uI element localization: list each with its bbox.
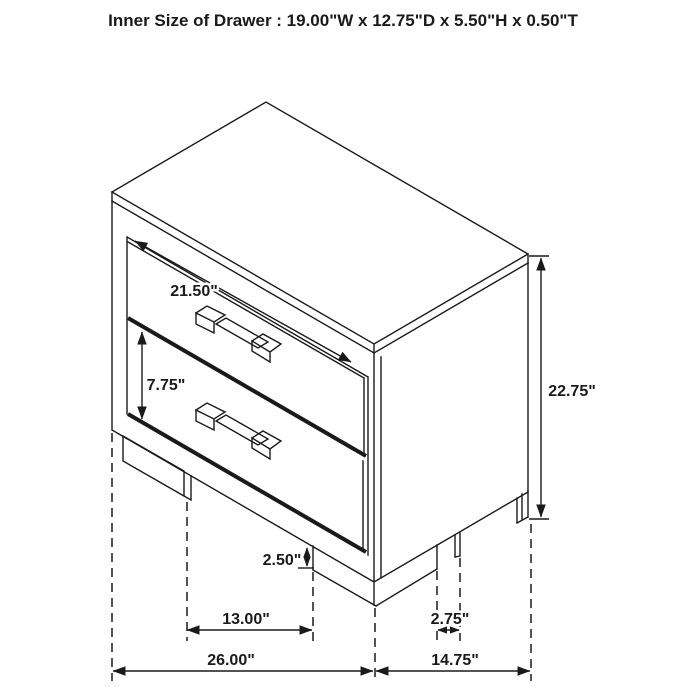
dim-label-foot-height: 2.50"	[262, 552, 302, 569]
nightstand-outline	[112, 102, 528, 606]
drawer-1-handle	[196, 306, 281, 362]
drawing-title: Inner Size of Drawer : 19.00"W x 12.75"D x 5.50"H x 0.50"T	[108, 11, 578, 30]
dim-label-side-foot-width: 2.75"	[430, 611, 470, 628]
dim-ticks-overall-height	[529, 256, 549, 519]
dim-label-front-feet-gap: 13.00"	[222, 611, 270, 628]
dim-overall-height	[529, 256, 596, 519]
top-face	[112, 102, 528, 344]
dim-label-drawer-inner-width: 21.50"	[170, 283, 218, 300]
dim-overall-width	[113, 652, 373, 671]
dim-label-overall-height: 22.75"	[548, 383, 596, 400]
base-feet	[123, 436, 528, 606]
handle-bar	[196, 306, 281, 362]
dim-foot-height	[263, 548, 314, 569]
dim-label-overall-width: 26.00"	[207, 652, 255, 669]
dim-side-foot-width	[431, 611, 470, 630]
extension-lines	[112, 433, 531, 681]
dim-front-feet-gap	[187, 611, 312, 630]
handle-bar	[196, 403, 281, 459]
dim-drawer-front-height	[142, 332, 185, 419]
dim-overall-depth	[376, 652, 530, 671]
dim-label-overall-depth: 14.75"	[431, 652, 479, 669]
drawer-2-handle	[196, 403, 281, 459]
dim-label-drawer-front-height: 7.75"	[146, 377, 186, 394]
